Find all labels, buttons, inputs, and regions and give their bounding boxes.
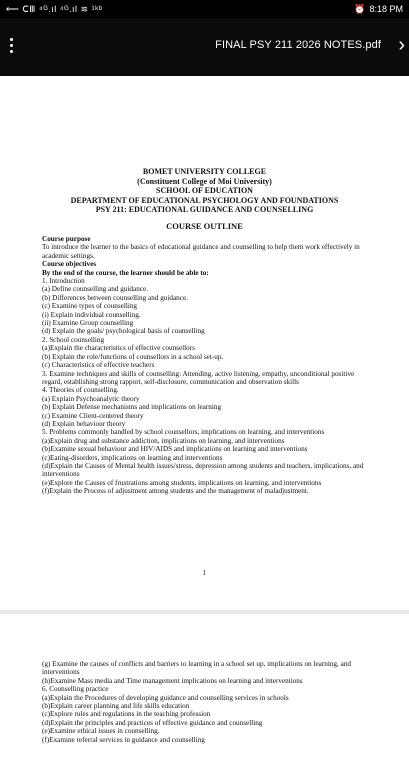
outline-title: COURSE OUTLINE xyxy=(166,221,243,231)
page-body xyxy=(42,660,372,744)
text-line: 1. Introduction xyxy=(42,277,85,286)
text-line: (a) Define counselling and guidance. xyxy=(42,285,148,294)
text-line: (d)Explain the Causes of Mental health issues/stress, depression among students and teachers, implications, and interventions xyxy=(42,461,364,479)
text-line: 6. Counselling practice xyxy=(42,685,109,694)
text-line: (e)Examine ethical issues in counselling. xyxy=(42,727,160,736)
page-number: 1 xyxy=(202,569,207,577)
text-line: (c) Examine Client-centered theory xyxy=(42,411,144,420)
header-line: PSY 211: EDUCATIONAL GUIDANCE AND COUNSELLING xyxy=(95,205,314,214)
text-line: (e)Explore the Causes of frustrations among students, implications on learning, and interventions xyxy=(42,478,322,487)
pdf-page-1[interactable] xyxy=(0,76,409,610)
text-line: (d) Explain the goals/ psychological basis of counselling xyxy=(42,327,205,336)
text-line: (h)Examine Mass media and Time management implications on learning and interventions xyxy=(42,676,303,685)
header-line: SCHOOL OF EDUCATION xyxy=(156,186,253,195)
header-line: (Constituent College of Moi University) xyxy=(137,176,272,186)
text-line: Course objectives xyxy=(42,260,97,269)
network-indicators: ⟵ ⅭⅢ ⁴ᴳ.ıl ⁴ᴳ.ıl ≋ ¹ᵏᵇ xyxy=(6,3,103,14)
header-line: DEPARTMENT OF EDUCATIONAL PSYCHOLOGY AND FOUNDATIONS xyxy=(70,195,339,205)
more-vert-icon[interactable] xyxy=(4,35,18,59)
text-line: (c)Explore rules and regulations in the teaching profession xyxy=(42,710,211,719)
text-line: (b) Explain Defense mechanisms and implications on learning xyxy=(42,403,222,412)
text-line: (a)Explain the characteristics of effective counsellors xyxy=(42,344,195,353)
page-body xyxy=(42,235,372,496)
document-header xyxy=(0,167,409,215)
pdf-page-2[interactable] xyxy=(0,614,409,768)
text-line: (ii) Examine Group counselling xyxy=(42,319,134,328)
text-line: (c)Eating-disorders, implications on learning and interventions xyxy=(42,453,223,462)
text-line: (b) Explain the role/functions of counsellors in a school set-up. xyxy=(42,352,224,361)
text-line: (b)Explain career planning and life skills education xyxy=(42,702,190,711)
text-line: (i) Explain individual counselling. xyxy=(42,310,141,319)
status-time: 8:18 PM xyxy=(369,4,403,14)
status-indicators xyxy=(6,4,103,15)
document-title: FINAL PSY 211 2026 NOTES.pdf xyxy=(215,39,381,51)
text-line: (a) Explain Psychoanalytic theory xyxy=(42,394,140,403)
status-bar xyxy=(0,0,409,18)
text-line: By the end of the course, the learner should be able to: xyxy=(42,268,209,277)
chevron-right-icon[interactable]: › xyxy=(398,34,405,56)
text-line: 3. Examine techniques and skills of counselling: Attending, active listening, empathy, unconditional positive regard, establishing strong rapport, self-disclosure, communication and observation skills xyxy=(42,369,355,386)
alarm-clock-icon: ⏰ xyxy=(354,3,366,14)
app-bar xyxy=(0,18,409,76)
text-line: (b) Differences between counselling and guidance. xyxy=(42,293,188,302)
text-line: (d)Explain the principles and practices of effective guidance and counselling xyxy=(42,718,263,727)
text-line: 2. School counselling xyxy=(42,335,105,344)
text-line: (c) Characteristics of effective teachers xyxy=(42,361,155,370)
text-line: (f)Explain the Process of adjustment among students and the management of maladjustment. xyxy=(42,487,309,496)
text-line: (a)Explain the Procedures of developing guidance and counselling services in schools xyxy=(42,693,289,702)
text-line: (d) Explain behaviour theory xyxy=(42,419,126,428)
text-line: (g) Examine the causes of conflicts and barriers to learning in a school set up, implications on learning, and interventions xyxy=(42,660,351,677)
text-line: (c) Examine types of counselling xyxy=(42,302,138,311)
text-line: (f)Examine referral services in guidance and counselling xyxy=(42,735,205,744)
text-line: 5. Problems commonly handled by school counsellors, implications on learning, and interventions xyxy=(42,428,325,437)
text-line: (b)Examine sexual behaviour and HIV/AIDS and implications on learning and interventions xyxy=(42,445,308,454)
text-line: Course purpose xyxy=(42,235,91,243)
text-line: (a)Explain drug and substance addiction, implications on learning, and interventions xyxy=(42,436,285,445)
header-line: BOMET UNIVERSITY COLLEGE xyxy=(142,167,267,176)
text-line: 4. Theories of counselling. xyxy=(42,386,119,395)
text-line: To introduce the learner to the basics of educational guidance and counselling to help them work effectively in academic settings. xyxy=(42,243,360,260)
